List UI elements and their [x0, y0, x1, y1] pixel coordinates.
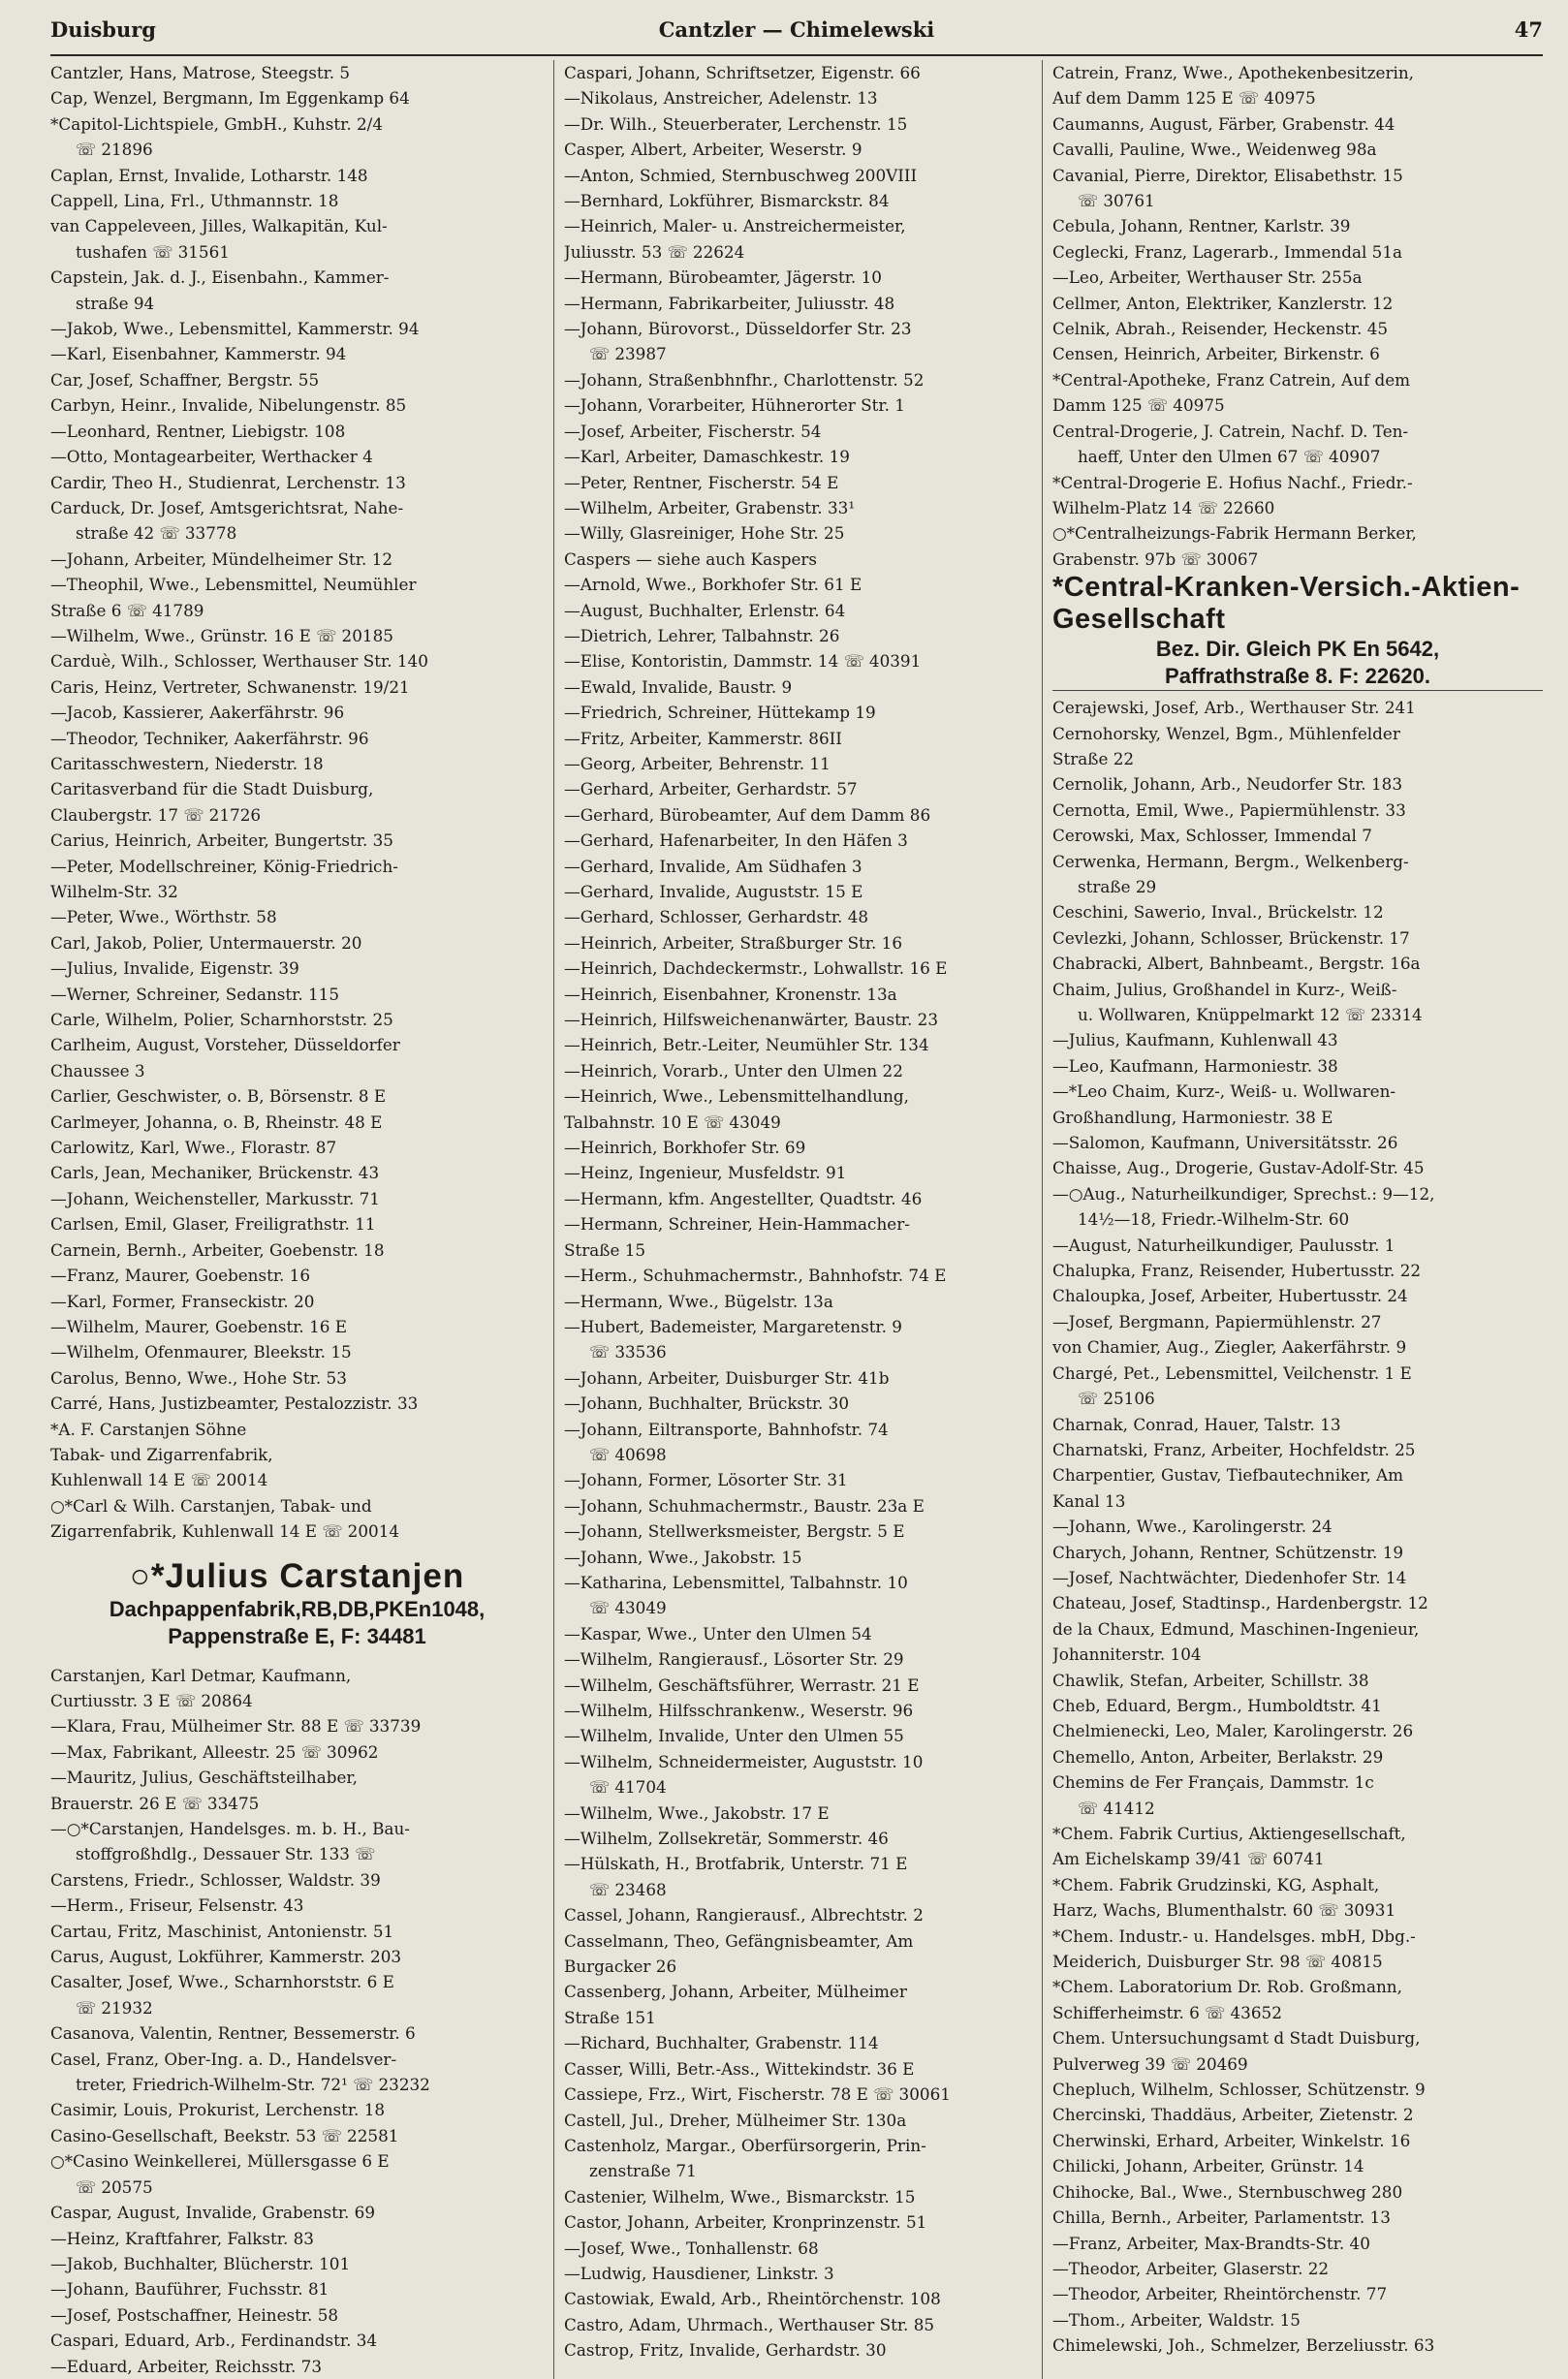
directory-entry: —Heinrich, Dachdeckermstr., Lohwallstr. 16 E: [564, 958, 948, 979]
directory-entry: Carbyn, Heinr., Invalide, Nibelungenstr. 85: [50, 395, 407, 416]
directory-entry: —August, Buchhalter, Erlenstr. 64: [564, 600, 846, 620]
directory-entry: Meiderich, Duisburger Str. 98 ☏ 40815: [1052, 1952, 1383, 1972]
directory-entry: —Franz, Arbeiter, Max-Brandts-Str. 40: [1052, 2233, 1370, 2253]
directory-entry: ○*Carl & Wilh. Carstanjen, Tabak- und: [50, 1495, 372, 1516]
directory-entry: —Max, Fabrikant, Alleestr. 25 ☏ 30962: [50, 1741, 379, 1762]
directory-entry: —Heinrich, Vorarb., Unter den Ulmen 22: [564, 1060, 903, 1080]
directory-entry: Cavanial, Pierre, Direktor, Elisabethstr. 15: [1052, 165, 1403, 185]
directory-entry: —Wilhelm, Invalide, Unter den Ulmen 55: [564, 1726, 904, 1746]
directory-entry: —Wilhelm, Zollsekretär, Sommerstr. 46: [564, 1829, 889, 1849]
directory-entry: —Johann, Stellwerksmeister, Bergstr. 5 E: [564, 1521, 905, 1542]
directory-entry: Caspers — siehe auch Kaspers: [564, 548, 818, 569]
directory-entry: Chihocke, Bal., Wwe., Sternbuschweg 280: [1052, 2181, 1403, 2202]
directory-entry: *Chem. Fabrik Grudzinski, KG, Asphalt,: [1052, 1874, 1380, 1894]
directory-entry: Caspar, August, Invalide, Grabenstr. 69: [50, 2203, 376, 2223]
header-range: Cantzler — Chimelewski: [658, 17, 935, 42]
directory-entry: Carlowitz, Karl, Wwe., Florastr. 87: [50, 1138, 337, 1158]
directory-entry: Caumanns, August, Färber, Grabenstr. 44: [1052, 113, 1396, 134]
directory-entry: *Chem. Industr.- u. Handelsges. mbH, Dbg.-: [1052, 1925, 1416, 1946]
directory-entry: straße 42 ☏ 33778: [76, 523, 237, 544]
directory-entry: Schifferheimstr. 6 ☏ 43652: [1052, 2002, 1282, 2022]
directory-entry: Carls, Jean, Mechaniker, Brückenstr. 43: [50, 1163, 380, 1183]
directory-entry: Kanal 13: [1052, 1490, 1126, 1511]
directory-entry: ☏ 41704: [589, 1777, 667, 1798]
directory-entry: Großhandlung, Harmoniestr. 38 E: [1052, 1107, 1333, 1127]
directory-entry: straße 29: [1078, 876, 1157, 896]
directory-entry: —Ewald, Invalide, Baustr. 9: [564, 676, 793, 697]
directory-entry: —Josef, Postschaffner, Heinestr. 58: [50, 2304, 339, 2325]
directory-entry: ☏ 23468: [589, 1879, 667, 1899]
directory-entry: Brauerstr. 26 E ☏ 33475: [50, 1793, 260, 1813]
directory-entry: —Nikolaus, Anstreicher, Adelenstr. 13: [564, 88, 878, 109]
directory-entry: —Hubert, Bademeister, Margaretenstr. 9: [564, 1316, 902, 1336]
directory-entry: Straße 6 ☏ 41789: [50, 600, 204, 620]
directory-entry: ☏ 30761: [1078, 191, 1155, 211]
directory-entry: Cerajewski, Josef, Arb., Werthauser Str. 241: [1052, 698, 1416, 718]
header-rule: [50, 54, 1543, 56]
directory-entry: —Heinrich, Arbeiter, Straßburger Str. 16: [564, 932, 903, 953]
directory-entry: Chilicki, Johann, Arbeiter, Grünstr. 14: [1052, 2156, 1364, 2176]
directory-entry: Cernotta, Emil, Wwe., Papiermühlenstr. 33: [1052, 799, 1406, 820]
directory-entry: Castenholz, Margar., Oberfürsorgerin, Prin-: [564, 2135, 926, 2155]
directory-entry: Cernolik, Johann, Arb., Neudorfer Str. 183: [1052, 774, 1402, 795]
directory-entry: ☏ 43049: [589, 1598, 667, 1618]
directory-entry: Casselmann, Theo, Gefängnisbeamter, Am: [564, 1930, 914, 1951]
directory-entry: —Bernhard, Lokführer, Bismarckstr. 84: [564, 191, 890, 211]
directory-entry: Cernohorsky, Wenzel, Bgm., Mühlenfelder: [1052, 723, 1400, 743]
directory-entry: Chepluch, Wilhelm, Schlosser, Schützenstr. 9: [1052, 2080, 1426, 2100]
directory-entry: Caspari, Eduard, Arb., Ferdinandstr. 34: [50, 2331, 378, 2351]
column-1-entries-bottom: [50, 1663, 544, 2379]
directory-entry: Carduè, Wilh., Schlosser, Werthauser Str. 140: [50, 651, 428, 672]
directory-entry: Chaim, Julius, Großhandel in Kurz-, Weiß-: [1052, 979, 1397, 999]
directory-entry: Chemello, Anton, Arbeiter, Berlakstr. 29: [1052, 1746, 1384, 1767]
directory-entry: Cantzler, Hans, Matrose, Steegstr. 5: [50, 63, 351, 82]
directory-entry: —○Aug., Naturheilkundiger, Sprechst.: 9—12,: [1052, 1183, 1435, 1204]
directory-entry: Carlmeyer, Johanna, o. B, Rheinstr. 48 E: [50, 1111, 383, 1132]
directory-entry: Car, Josef, Schaffner, Bergstr. 55: [50, 369, 320, 390]
directory-entry: Casser, Willi, Betr.-Ass., Wittekindstr. 36 E: [564, 2058, 915, 2079]
directory-entry: Am Eichelskamp 39/41 ☏ 60741: [1052, 1849, 1325, 1869]
directory-entry: Cevlezki, Johann, Schlosser, Brückenstr. 17: [1052, 927, 1410, 948]
directory-entry: Caplan, Ernst, Invalide, Lotharstr. 148: [50, 165, 368, 185]
advert-title: ○*Julius Carstanjen: [129, 1556, 465, 1595]
directory-entry: Casino-Gesellschaft, Beekstr. 53 ☏ 22581: [50, 2125, 399, 2145]
directory-entry: —Ludwig, Hausdiener, Linkstr. 3: [564, 2263, 834, 2283]
directory-entry: —Dr. Wilh., Steuerberater, Lerchenstr. 15: [564, 113, 908, 134]
directory-entry: —Wilhelm, Rangierausf., Lösorter Str. 29: [564, 1649, 904, 1670]
directory-entry: Chateau, Josef, Stadtinsp., Hardenbergstr. 12: [1052, 1593, 1428, 1613]
directory-entry: Cassenberg, Johann, Arbeiter, Mülheimer: [564, 1982, 907, 2002]
directory-entry: *Capitol-Lichtspiele, GmbH., Kuhstr. 2/4: [50, 113, 383, 134]
directory-entry: —Peter, Rentner, Fischerstr. 54 E: [564, 472, 839, 492]
directory-entry: stoffgroßhdlg., Dessauer Str. 133 ☏: [76, 1844, 376, 1864]
directory-entry: —Theodor, Techniker, Aakerfährstr. 96: [50, 728, 369, 748]
directory-entry: —Julius, Invalide, Eigenstr. 39: [50, 958, 299, 979]
directory-entry: —Dietrich, Lehrer, Talbahnstr. 26: [564, 625, 840, 645]
directory-entry: Johanniterstr. 104: [1052, 1644, 1202, 1665]
directory-entry: —Johann, Former, Lösorter Str. 31: [564, 1470, 848, 1490]
directory-entry: Castenier, Wilhelm, Wwe., Bismarckstr. 15: [564, 2186, 916, 2207]
directory-entry: —Kaspar, Wwe., Unter den Ulmen 54: [564, 1623, 872, 1643]
directory-entry: Wilhelm-Str. 32: [50, 882, 178, 901]
directory-entry: Chercinski, Thaddäus, Arbeiter, Zietenstr. 2: [1052, 2105, 1414, 2125]
directory-entry: Castowiak, Ewald, Arb., Rheintörchenstr. 108: [564, 2289, 941, 2309]
directory-entry: —Katharina, Lebensmittel, Talbahnstr. 10: [564, 1572, 908, 1592]
directory-entry: —Wilhelm, Arbeiter, Grabenstr. 33¹: [564, 497, 856, 517]
advert-line: Paffrathstraße 8. F: 22620.: [1165, 664, 1430, 689]
directory-entry: —Johann, Bauführer, Fuchsstr. 81: [50, 2279, 329, 2300]
directory-entry: ☏ 21896: [76, 140, 153, 160]
directory-entry: ☏ 21932: [76, 1997, 153, 2018]
directory-entry: Grabenstr. 97b ☏ 30067: [1052, 548, 1259, 569]
directory-entry: Charnatski, Franz, Arbeiter, Hochfeldstr. 25: [1052, 1439, 1416, 1459]
directory-entry: —Georg, Arbeiter, Behrenstr. 11: [564, 753, 831, 773]
directory-entry: —Eduard, Arbeiter, Reichsstr. 73: [50, 2356, 323, 2376]
directory-entry: Carlsen, Emil, Glaser, Freiligrathstr. 11: [50, 1214, 376, 1235]
directory-entry: —Karl, Former, Franseckistr. 20: [50, 1291, 315, 1311]
directory-entry: Chargé, Pet., Lebensmittel, Veilchenstr. 1 E: [1052, 1362, 1412, 1383]
directory-entry: Castor, Johann, Arbeiter, Kronprinzenstr. 51: [564, 2212, 927, 2233]
directory-entry: Carlheim, August, Vorsteher, Düsseldorfer: [50, 1035, 400, 1055]
directory-entry: —Leo, Arbeiter, Werthauser Str. 255a: [1052, 267, 1363, 288]
directory-entry: ☏ 40698: [589, 1444, 667, 1464]
advert-central-kranken: [1052, 572, 1543, 691]
directory-entry: *A. F. Carstanjen Söhne: [50, 1419, 247, 1439]
directory-entry: —Johann, Arbeiter, Mündelheimer Str. 12: [50, 548, 392, 569]
directory-entry: —Arnold, Wwe., Borkhofer Str. 61 E: [564, 575, 862, 595]
directory-entry: —Hermann, Bürobeamter, Jägerstr. 10: [564, 267, 882, 288]
directory-entry: —Otto, Montagearbeiter, Werthacker 4: [50, 447, 373, 467]
directory-entry: —Johann, Weichensteller, Markusstr. 71: [50, 1188, 380, 1208]
column-2: [554, 60, 1043, 2379]
directory-entry: —Heinrich, Hilfsweichenanwärter, Baustr. 23: [564, 1010, 939, 1030]
advert-line: Pappenstraße E, F: 34481: [168, 1623, 426, 1648]
directory-entry: —Salomon, Kaufmann, Universitätsstr. 26: [1052, 1133, 1398, 1153]
directory-entry: —Leonhard, Rentner, Liebigstr. 108: [50, 421, 346, 441]
directory-entry: Carduck, Dr. Josef, Amtsgerichtsrat, Nahe-: [50, 497, 404, 517]
directory-entry: 14½—18, Friedr.-Wilhelm-Str. 60: [1078, 1209, 1350, 1230]
directory-entry: Chimelewski, Joh., Schmelzer, Berzeliusstr. 63: [1052, 2335, 1435, 2356]
directory-entry: —Wilhelm, Geschäftsführer, Werrastr. 21 E: [564, 1675, 920, 1695]
directory-entry: Charpentier, Gustav, Tiefbautechniker, Am: [1052, 1465, 1404, 1486]
directory-entry: —Gerhard, Invalide, Auguststr. 15 E: [564, 882, 863, 901]
directory-entry: zenstraße 71: [589, 2161, 697, 2181]
directory-entry: —○*Carstanjen, Handelsges. m. b. H., Bau-: [50, 1819, 410, 1838]
advert-line: Dachpappenfabrik,RB,DB,PKEn1048,: [109, 1596, 486, 1621]
directory-entry: de la Chaux, Edmund, Maschinen-Ingenieur,: [1052, 1618, 1420, 1639]
directory-entry: —Heinrich, Betr.-Leiter, Neumühler Str. 134: [564, 1035, 929, 1055]
directory-entry: —Peter, Wwe., Wörthstr. 58: [50, 907, 277, 927]
directory-entry: Tabak- und Zigarrenfabrik,: [50, 1444, 273, 1464]
directory-entry: —Fritz, Arbeiter, Kammerstr. 86II: [564, 728, 842, 748]
directory-entry: Cerwenka, Hermann, Bergm., Welkenberg-: [1052, 851, 1409, 871]
column-2-entries: [564, 60, 1032, 2363]
directory-entry: Chaloupka, Josef, Arbeiter, Hubertusstr. 24: [1052, 1286, 1408, 1306]
directory-entry: —Johann, Eiltransporte, Bahnhofstr. 74: [564, 1419, 889, 1439]
directory-entry: Catrein, Franz, Wwe., Apothekenbesitzerin,: [1052, 63, 1414, 82]
directory-entry: —Heinrich, Eisenbahner, Kronenstr. 13a: [564, 984, 897, 1004]
directory-entry: Chalupka, Franz, Reisender, Hubertusstr. 22: [1052, 1261, 1422, 1281]
directory-entry: —Wilhelm, Schneidermeister, Auguststr. 10: [564, 1751, 924, 1771]
directory-entry: —Karl, Arbeiter, Damaschkestr. 19: [564, 447, 850, 467]
directory-entry: Casel, Franz, Ober-Ing. a. D., Handelsver-: [50, 2049, 397, 2069]
directory-entry: —Gerhard, Bürobeamter, Auf dem Damm 86: [564, 804, 931, 825]
directory-entry: —Josef, Nachtwächter, Diedenhofer Str. 14: [1052, 1567, 1407, 1587]
directory-entry: —Heinrich, Wwe., Lebensmittelhandlung,: [564, 1086, 909, 1107]
directory-entry: —Richard, Buchhalter, Grabenstr. 114: [564, 2033, 879, 2053]
directory-entry: Cellmer, Anton, Elektriker, Kanzlerstr. 12: [1052, 293, 1394, 313]
column-1-entries-top: [50, 60, 544, 1545]
directory-entry: Straße 15: [564, 1239, 646, 1260]
directory-entry: —Hülskath, H., Brotfabrik, Unterstr. 71 E: [564, 1854, 908, 1874]
directory-entry: treter, Friedrich-Wilhelm-Str. 72¹ ☏ 23232: [76, 2075, 430, 2095]
directory-entry: Castrop, Fritz, Invalide, Gerhardstr. 30: [564, 2340, 887, 2361]
directory-entry: Castell, Jul., Dreher, Mülheimer Str. 130a: [564, 2110, 907, 2130]
directory-entry: Chilla, Bernh., Arbeiter, Parlamentstr. 13: [1052, 2207, 1391, 2228]
directory-entry: Casimir, Louis, Prokurist, Lerchenstr. 18: [50, 2100, 386, 2120]
directory-entry: —Johann, Buchhalter, Brückstr. 30: [564, 1393, 850, 1414]
directory-entry: —Willy, Glasreiniger, Hohe Str. 25: [564, 523, 845, 544]
directory-entry: Charnak, Conrad, Hauer, Talstr. 13: [1052, 1414, 1341, 1434]
directory-entry: Chemins de Fer Français, Dammstr. 1c: [1052, 1772, 1374, 1793]
directory-entry: tushafen ☏ 31561: [76, 241, 230, 262]
directory-entry: —Johann, Straßenbhnfhr., Charlottenstr. 52: [564, 369, 925, 390]
directory-entry: —Hermann, Fabrikarbeiter, Juliusstr. 48: [564, 293, 895, 313]
directory-entry: —Johann, Schuhmachermstr., Baustr. 23a E: [564, 1495, 925, 1516]
directory-entry: Cappell, Lina, Frl., Uthmannstr. 18: [50, 191, 339, 211]
directory-entry: Caspari, Johann, Schriftsetzer, Eigenstr. 66: [564, 63, 921, 82]
directory-entry: Ceschini, Sawerio, Inval., Brückelstr. 12: [1052, 902, 1384, 923]
directory-entry: —Friedrich, Schreiner, Hüttekamp 19: [564, 703, 876, 723]
header-city: Duisburg: [50, 17, 156, 42]
directory-entry: —Jakob, Wwe., Lebensmittel, Kammerstr. 94: [50, 319, 420, 339]
directory-entry: ☏ 23987: [589, 344, 667, 364]
directory-entry: —August, Naturheilkundiger, Paulusstr. 1: [1052, 1235, 1396, 1255]
directory-entry: —Johann, Wwe., Jakobstr. 15: [564, 1547, 802, 1567]
directory-entry: —Jakob, Buchhalter, Blücherstr. 101: [50, 2253, 351, 2273]
page-header: [50, 17, 1543, 54]
directory-entry: ○*Centralheizungs-Fabrik Hermann Berker,: [1052, 523, 1417, 544]
directory-entry: Carus, August, Lokführer, Kammerstr. 203: [50, 1947, 402, 1967]
directory-entry: Cavalli, Pauline, Wwe., Weidenweg 98a: [1052, 140, 1377, 160]
directory-entry: Chaussee 3: [50, 1060, 145, 1080]
directory-entry: —Gerhard, Arbeiter, Gerhardstr. 57: [564, 779, 858, 799]
directory-entry: ☏ 33536: [589, 1342, 667, 1362]
directory-entry: —Anton, Schmied, Sternbuschweg 200VIII: [564, 165, 918, 185]
directory-entry: Carnein, Bernh., Arbeiter, Goebenstr. 18: [50, 1239, 385, 1260]
directory-entry: Castro, Adam, Uhrmach., Werthauser Str. 85: [564, 2314, 935, 2334]
directory-entry: Curtiusstr. 3 E ☏ 20864: [50, 1690, 253, 1710]
directory-entry: —Werner, Schreiner, Sedanstr. 115: [50, 984, 340, 1004]
directory-entry: —Thom., Arbeiter, Waldstr. 15: [1052, 2309, 1301, 2330]
directory-entry: Talbahnstr. 10 E ☏ 43049: [564, 1111, 781, 1132]
directory-entry: Celnik, Abrah., Reisender, Heckenstr. 45: [1052, 319, 1389, 339]
directory-entry: von Chamier, Aug., Ziegler, Aakerfährstr. 9: [1052, 1337, 1407, 1358]
column-3: [1043, 60, 1543, 2379]
directory-entry: Cheb, Eduard, Bergm., Humboldtstr. 41: [1052, 1695, 1382, 1715]
directory-entry: —Gerhard, Schlosser, Gerhardstr. 48: [564, 907, 869, 927]
directory-entry: —Johann, Wwe., Karolingerstr. 24: [1052, 1517, 1333, 1537]
directory-entry: ☏ 41412: [1078, 1798, 1155, 1818]
columns: [50, 60, 1543, 2379]
directory-entry: ☏ 20575: [76, 2176, 153, 2197]
directory-entry: —Heinrich, Borkhofer Str. 69: [564, 1138, 806, 1158]
directory-entry: Caris, Heinz, Vertreter, Schwanenstr. 19/21: [50, 676, 410, 697]
directory-entry: —Johann, Arbeiter, Duisburger Str. 41b: [564, 1367, 890, 1388]
directory-entry: Carle, Wilhelm, Polier, Scharnhorststr. 25: [50, 1010, 393, 1030]
directory-entry: Carré, Hans, Justizbeamter, Pestalozzistr. 33: [50, 1393, 419, 1414]
directory-entry: Charych, Johann, Rentner, Schützenstr. 19: [1052, 1542, 1404, 1562]
directory-entry: —Elise, Kontoristin, Dammstr. 14 ☏ 40391: [564, 651, 922, 672]
directory-entry: —Gerhard, Hafenarbeiter, In den Häfen 3: [564, 830, 908, 851]
directory-entry: —Karl, Eisenbahner, Kammerstr. 94: [50, 344, 347, 364]
directory-entry: Claubergstr. 17 ☏ 21726: [50, 804, 262, 825]
directory-entry: straße 94: [76, 293, 155, 313]
directory-entry: —Josef, Arbeiter, Fischerstr. 54: [564, 421, 822, 441]
advert-title: *Central-Kranken-Versich.-Aktien-Gesellschaft: [1052, 572, 1521, 636]
directory-entry: Harz, Wachs, Blumenthalstr. 60 ☏ 30931: [1052, 1900, 1396, 1921]
directory-entry: ☏ 25106: [1078, 1389, 1155, 1409]
directory-entry: ○*Casino Weinkellerei, Müllersgasse 6 E: [50, 2151, 390, 2172]
directory-entry: —Theodor, Arbeiter, Rheintörchenstr. 77: [1052, 2284, 1388, 2304]
column-3-entries-bottom: [1052, 695, 1543, 2358]
directory-entry: Auf dem Damm 125 E ☏ 40975: [1052, 88, 1316, 109]
directory-entry: Censen, Heinrich, Arbeiter, Birkenstr. 6: [1052, 344, 1380, 364]
directory-entry: —Franz, Maurer, Goebenstr. 16: [50, 1266, 311, 1286]
directory-entry: Carstanjen, Karl Detmar, Kaufmann,: [50, 1665, 352, 1685]
directory-entry: Ceglecki, Franz, Lagerarb., Immendal 51a: [1052, 241, 1403, 262]
directory-entry: —Hermann, kfm. Angestellter, Quadtstr. 46: [564, 1188, 923, 1208]
directory-entry: —Josef, Bergmann, Papiermühlenstr. 27: [1052, 1311, 1382, 1331]
directory-entry: —Theodor, Arbeiter, Glaserstr. 22: [1052, 2258, 1330, 2278]
directory-entry: Carius, Heinrich, Arbeiter, Bungertstr. 35: [50, 830, 393, 851]
directory-entry: Cebula, Johann, Rentner, Karlstr. 39: [1052, 216, 1351, 236]
directory-entry: —Wilhelm, Wwe., Grünstr. 16 E ☏ 20185: [50, 625, 393, 645]
advert-carstanjen: [50, 1545, 544, 1663]
directory-entry: Cassel, Johann, Rangierausf., Albrechtstr. 2: [564, 1905, 924, 1925]
directory-entry: Zigarrenfabrik, Kuhlenwall 14 E ☏ 20014: [50, 1521, 400, 1542]
directory-entry: —Jacob, Kassierer, Aakerfährstr. 96: [50, 703, 345, 723]
directory-entry: Cerowski, Max, Schlosser, Immendal 7: [1052, 826, 1372, 846]
directory-entry: —Wilhelm, Maurer, Goebenstr. 16 E: [50, 1316, 348, 1336]
directory-entry: Kuhlenwall 14 E ☏ 20014: [50, 1470, 268, 1490]
directory-entry: —*Leo Chaim, Kurz-, Weiß- u. Wollwaren-: [1052, 1081, 1396, 1102]
directory-entry: Juliusstr. 53 ☏ 22624: [564, 241, 745, 262]
directory-entry: Straße 22: [1052, 748, 1135, 768]
directory-entry: —Herm., Friseur, Felsenstr. 43: [50, 1895, 304, 1916]
directory-entry: —Heinz, Kraftfahrer, Falkstr. 83: [50, 2228, 314, 2248]
directory-entry: Cardir, Theo H., Studienrat, Lerchenstr. 13: [50, 472, 406, 492]
directory-entry: Chelmienecki, Leo, Maler, Karolingerstr. 26: [1052, 1721, 1414, 1741]
directory-entry: Cap, Wenzel, Bergmann, Im Eggenkamp 64: [50, 88, 410, 109]
directory-entry: —Gerhard, Invalide, Am Südhafen 3: [564, 856, 862, 876]
directory-entry: Burgacker 26: [564, 1956, 677, 1977]
directory-entry: Central-Drogerie, J. Catrein, Nachf. D. Ten-: [1052, 421, 1409, 441]
directory-entry: Caritasverband für die Stadt Duisburg,: [50, 779, 374, 799]
directory-entry: —Wilhelm, Hilfsschrankenw., Weserstr. 96: [564, 1701, 914, 1720]
directory-entry: *Central-Apotheke, Franz Catrein, Auf dem: [1052, 369, 1411, 390]
directory-entry: Pulverweg 39 ☏ 20469: [1052, 2053, 1248, 2074]
directory-entry: —Johann, Bürovorst., Düsseldorfer Str. 23: [564, 319, 912, 339]
directory-entry: Chabracki, Albert, Bahnbeamt., Bergstr. 16a: [1052, 954, 1421, 974]
directory-entry: Capstein, Jak. d. J., Eisenbahn., Kammer-: [50, 267, 390, 288]
directory-entry: Wilhelm-Platz 14 ☏ 22660: [1052, 497, 1275, 517]
column-3-entries-top: [1052, 60, 1543, 572]
directory-entry: —Heinz, Ingenieur, Musfeldstr. 91: [564, 1163, 847, 1183]
directory-entry: Carlier, Geschwister, o. B, Börsenstr. 8 E: [50, 1086, 387, 1107]
directory-entry: van Cappeleveen, Jilles, Walkapitän, Kul-: [50, 216, 388, 236]
directory-entry: Casalter, Josef, Wwe., Scharnhorststr. 6 E: [50, 1972, 394, 1992]
directory-entry: Cherwinski, Erhard, Arbeiter, Winkelstr. 16: [1052, 2130, 1411, 2150]
directory-entry: —Herm., Schuhmachermstr., Bahnhofstr. 74 E: [564, 1266, 947, 1286]
directory-entry: Carolus, Benno, Wwe., Hohe Str. 53: [50, 1367, 347, 1388]
page-number: 47: [1514, 17, 1543, 42]
directory-entry: —Heinrich, Maler- u. Anstreichermeister,: [564, 216, 906, 236]
directory-entry: *Central-Drogerie E. Hofius Nachf., Friedr.-: [1052, 472, 1413, 492]
directory-entry: —Josef, Wwe., Tonhallenstr. 68: [564, 2238, 819, 2258]
directory-entry: —Wilhelm, Wwe., Jakobstr. 17 E: [564, 1802, 830, 1823]
directory-entry: —Klara, Frau, Mülheimer Str. 88 E ☏ 33739: [50, 1716, 422, 1737]
directory-entry: —Leo, Kaufmann, Harmoniestr. 38: [1052, 1055, 1338, 1076]
directory-entry: Straße 151: [564, 2007, 656, 2027]
directory-entry: Caritasschwestern, Niederstr. 18: [50, 753, 324, 773]
directory-entry: —Mauritz, Julius, Geschäftsteilhaber,: [50, 1768, 358, 1788]
directory-entry: Casanova, Valentin, Rentner, Bessemerstr. 6: [50, 2023, 416, 2044]
directory-entry: —Hermann, Schreiner, Hein-Hammacher-: [564, 1214, 910, 1235]
directory-entry: —Peter, Modellschreiner, König-Friedrich-: [50, 856, 398, 876]
directory-entry: Chawlik, Stefan, Arbeiter, Schillstr. 38: [1052, 1670, 1369, 1690]
directory-entry: Carstens, Friedr., Schlosser, Waldstr. 39: [50, 1869, 381, 1890]
directory-entry: u. Wollwaren, Knüppelmarkt 12 ☏ 23314: [1078, 1005, 1423, 1024]
directory-entry: —Wilhelm, Ofenmaurer, Bleekstr. 15: [50, 1342, 352, 1362]
directory-entry: —Hermann, Wwe., Bügelstr. 13a: [564, 1291, 833, 1311]
directory-entry: —Theophil, Wwe., Lebensmittel, Neumühler: [50, 575, 417, 595]
directory-entry: —Julius, Kaufmann, Kuhlenwall 43: [1052, 1030, 1338, 1050]
directory-entry: *Chem. Laboratorium Dr. Rob. Großmann,: [1052, 1977, 1402, 1997]
column-1: [50, 60, 554, 2379]
directory-entry: haeff, Unter den Ulmen 67 ☏ 40907: [1078, 447, 1381, 467]
directory-entry: Damm 125 ☏ 40975: [1052, 395, 1225, 416]
directory-entry: Chaisse, Aug., Drogerie, Gustav-Adolf-Str. 45: [1052, 1158, 1425, 1178]
advert-line: Bez. Dir. Gleich PK En 5642,: [1155, 637, 1440, 662]
directory-entry: Cartau, Fritz, Maschinist, Antonienstr. 51: [50, 1921, 394, 1941]
directory-entry: Cassiepe, Frz., Wirt, Fischerstr. 78 E ☏ 30061: [564, 2084, 951, 2105]
directory-entry: *Chem. Fabrik Curtius, Aktiengesellschaft,: [1052, 1824, 1406, 1843]
directory-entry: Casper, Albert, Arbeiter, Weserstr. 9: [564, 140, 862, 160]
directory-entry: —Johann, Vorarbeiter, Hühnerorter Str. 1: [564, 395, 905, 416]
directory-entry: Chem. Untersuchungsamt d Stadt Duisburg,: [1052, 2028, 1421, 2049]
directory-entry: Carl, Jakob, Polier, Untermauerstr. 20: [50, 932, 362, 953]
